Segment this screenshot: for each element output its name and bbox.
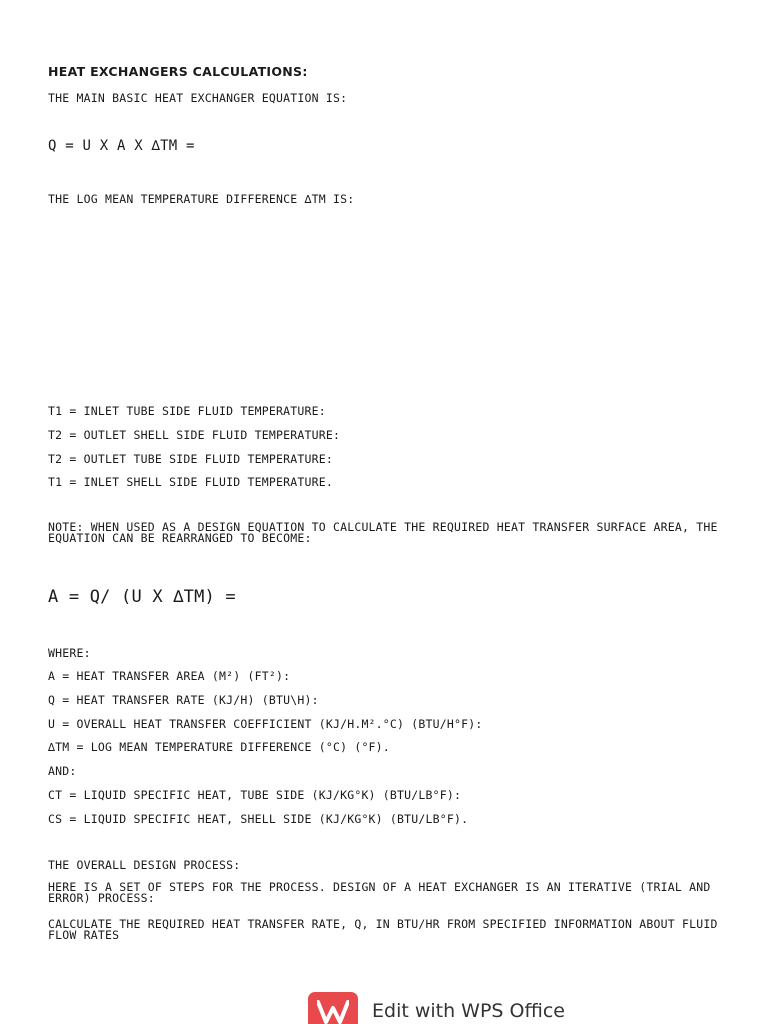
process-text: HERE IS A SET OF STEPS FOR THE PROCESS. DESIGN OF A HEAT EXCHANGER IS AN ITERATIVE (TRIAL AND ERROR) PROCESS: xyxy=(48,880,711,905)
wps-logo-icon xyxy=(308,992,358,1024)
process-title: THE OVERALL DESIGN PROCESS: xyxy=(48,858,241,872)
heat-equation: Q = U X A X ∆TM = xyxy=(48,138,195,154)
process-step: CALCULATE THE REQUIRED HEAT TRANSFER RATE, Q, IN BTU/HR FROM SPECIFIED INFORMATION ABOUT FLUID FLOW RATES xyxy=(48,917,718,942)
temp-def: T2 = OUTLET SHELL SIDE FLUID TEMPERATURE: xyxy=(48,428,341,442)
wps-edit-label[interactable]: Edit with WPS Office xyxy=(372,1000,565,1022)
where-label: WHERE: xyxy=(48,646,91,660)
variable-def: A = HEAT TRANSFER AREA (M²) (FT²): xyxy=(48,669,291,683)
temp-def: T2 = OUTLET TUBE SIDE FLUID TEMPERATURE: xyxy=(48,452,333,466)
design-note: NOTE: WHEN USED AS A DESIGN EQUATION TO CALCULATE THE REQUIRED HEAT TRANSFER SURFACE AREA, THE EQUATION CAN BE REARRANGED TO BECOME: xyxy=(48,520,718,545)
temp-def: T1 = INLET SHELL SIDE FLUID TEMPERATURE. xyxy=(48,475,333,489)
wps-edit-banner[interactable] xyxy=(308,992,608,1024)
variable-def: CT = LIQUID SPECIFIC HEAT, TUBE SIDE (KJ/KG°K) (BTU/LB°F): xyxy=(48,788,462,802)
lmtd-intro: THE LOG MEAN TEMPERATURE DIFFERENCE ∆TM IS: xyxy=(48,192,355,206)
intro-text: THE MAIN BASIC HEAT EXCHANGER EQUATION IS: xyxy=(48,91,348,105)
doc-title: HEAT EXCHANGERS CALCULATIONS: xyxy=(48,64,308,79)
area-equation: A = Q/ (U X ∆TM) = xyxy=(48,587,236,607)
temp-def: T1 = INLET TUBE SIDE FLUID TEMPERATURE: xyxy=(48,404,326,418)
variable-def: U = OVERALL HEAT TRANSFER COEFFICIENT (KJ/H.M².°C) (BTU/H°F): xyxy=(48,717,483,731)
variable-def: CS = LIQUID SPECIFIC HEAT, SHELL SIDE (KJ/KG°K) (BTU/LB°F). xyxy=(48,812,469,826)
variable-def: ∆TM = LOG MEAN TEMPERATURE DIFFERENCE (°C) (°F). xyxy=(48,740,390,754)
variable-def: Q = HEAT TRANSFER RATE (KJ/H) (BTU\H): xyxy=(48,693,319,707)
and-label: AND: xyxy=(48,764,77,778)
